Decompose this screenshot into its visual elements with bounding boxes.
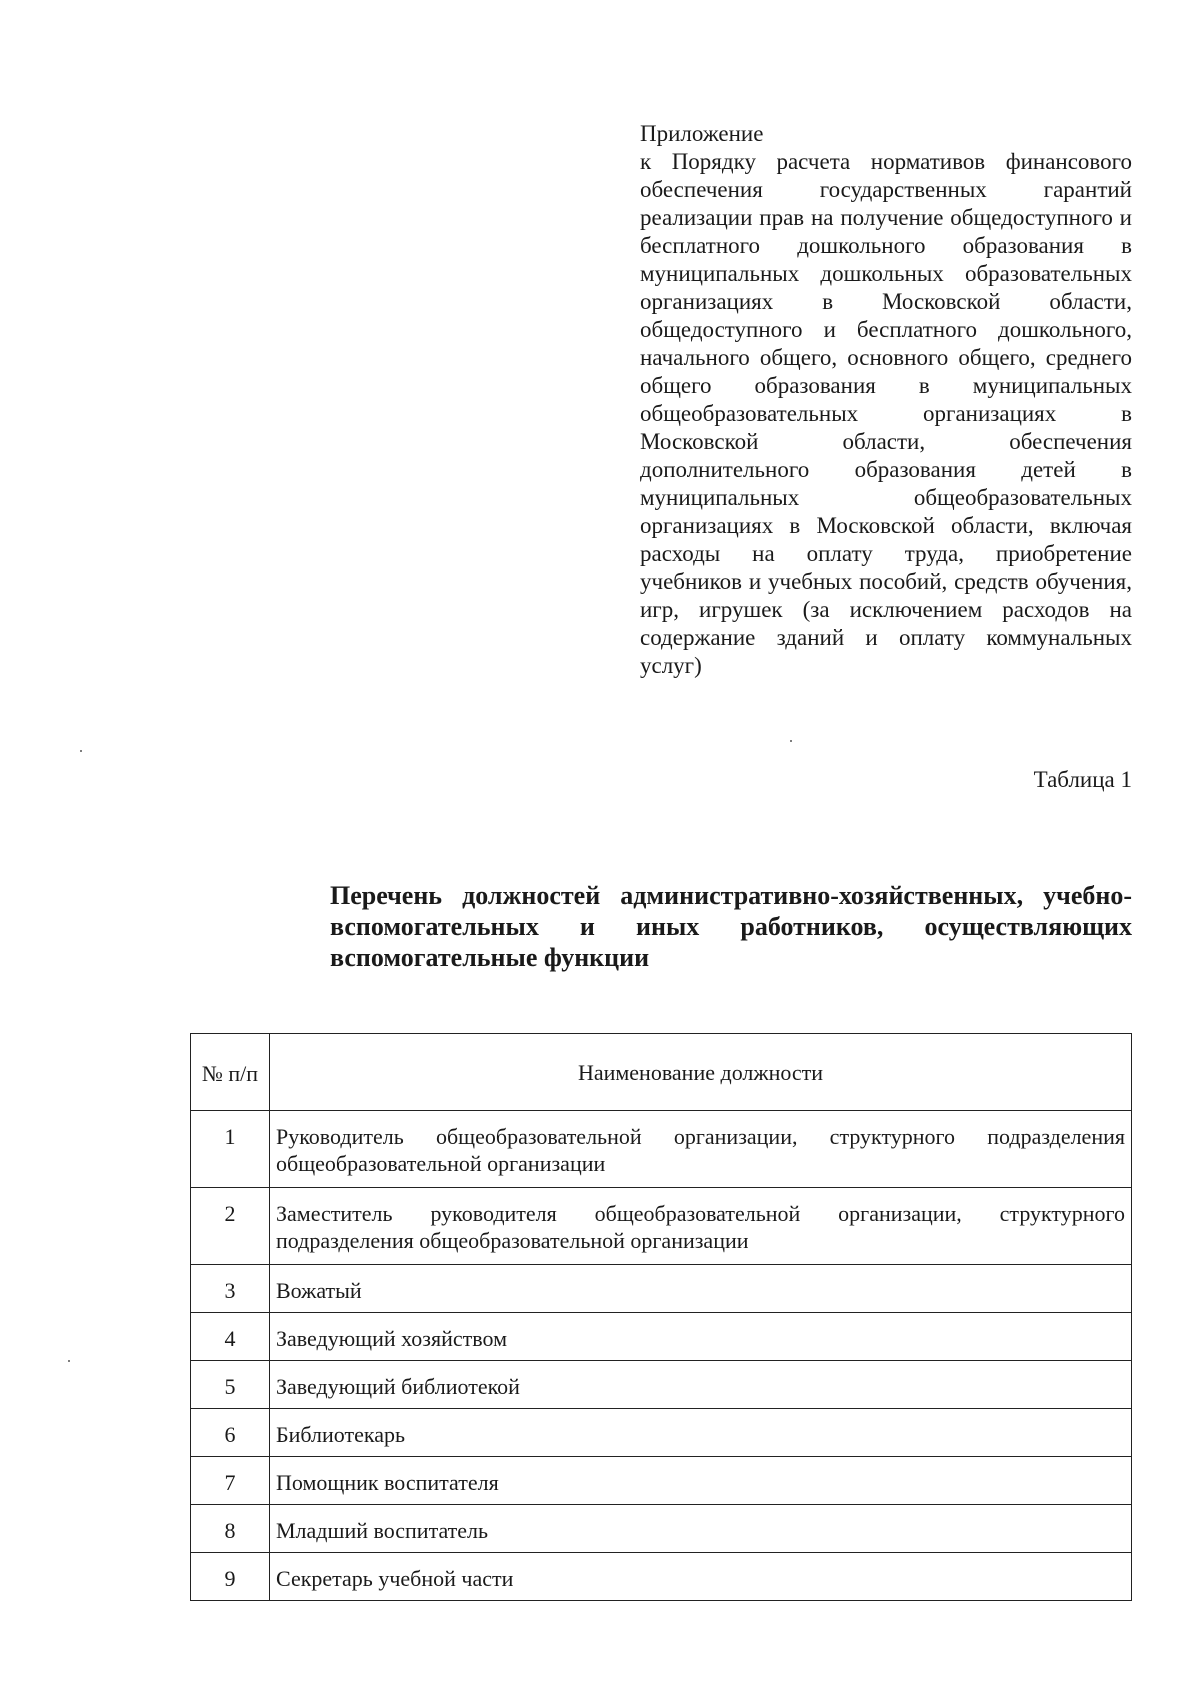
table-row — [191, 1265, 1132, 1313]
row-number: 3 — [191, 1265, 270, 1313]
table-header-row — [191, 1034, 1132, 1111]
table-row — [191, 1505, 1132, 1553]
row-name: Вожатый — [270, 1265, 1132, 1313]
row-number: 7 — [191, 1457, 270, 1505]
list-title: Перечень должностей административно-хозяйственных, учебно-вспомогательных и иных работников, осуществляющих вспомогательные функции — [330, 881, 1132, 972]
row-number: 1 — [191, 1111, 270, 1188]
row-name: Руководитель общеобразовательной организации, структурного подразделения общеобразовательной организации — [270, 1111, 1132, 1188]
positions-table — [190, 1033, 1132, 1601]
row-name: Библиотекарь — [270, 1409, 1132, 1457]
table-row — [191, 1313, 1132, 1361]
table-row — [191, 1457, 1132, 1505]
row-number: 5 — [191, 1361, 270, 1409]
row-number: 6 — [191, 1409, 270, 1457]
row-name: Заведующий библиотекой — [270, 1361, 1132, 1409]
table-row — [191, 1361, 1132, 1409]
scan-speck — [68, 1360, 70, 1362]
row-name: Заместитель руководителя общеобразовательной организации, структурного подразделения общеобразовательной организации — [270, 1188, 1132, 1265]
scan-speck — [790, 740, 792, 742]
header-number: № п/п — [191, 1034, 270, 1111]
appendix-text: к Порядку расчета нормативов финансового обеспечения государственных гарантий реализации прав на получение общедоступного и бесплатного дошкольного образования в муниципальных дошкольных образовательных организациях в Московской области, общедоступного и бесплатного дошкольного, начального общего, основного общего, среднего общего образования в муниципальных общеобразовательных организациях в Московской области, обеспечения дополнительного образования детей в муниципальных общеобразовательных организациях в Московской области, включая расходы на оплату труда, приобретение учебников и учебных пособий, средств обучения, игр, игрушек (за исключением расходов на содержание зданий и оплату коммунальных услуг) — [640, 149, 1132, 678]
row-number: 2 — [191, 1188, 270, 1265]
header-name: Наименование должности — [270, 1034, 1132, 1111]
row-name: Секретарь учебной части — [270, 1553, 1132, 1601]
row-name: Заведующий хозяйством — [270, 1313, 1132, 1361]
row-name: Младший воспитатель — [270, 1505, 1132, 1553]
table-row — [191, 1188, 1132, 1265]
appendix-block — [640, 120, 1132, 680]
scan-speck — [80, 750, 82, 752]
row-number: 8 — [191, 1505, 270, 1553]
table-label: Таблица 1 — [1033, 767, 1132, 792]
table-row — [191, 1111, 1132, 1188]
appendix-heading: Приложение — [640, 121, 764, 146]
row-name: Помощник воспитателя — [270, 1457, 1132, 1505]
row-number: 9 — [191, 1553, 270, 1601]
table-row — [191, 1553, 1132, 1601]
row-number: 4 — [191, 1313, 270, 1361]
table-row — [191, 1409, 1132, 1457]
